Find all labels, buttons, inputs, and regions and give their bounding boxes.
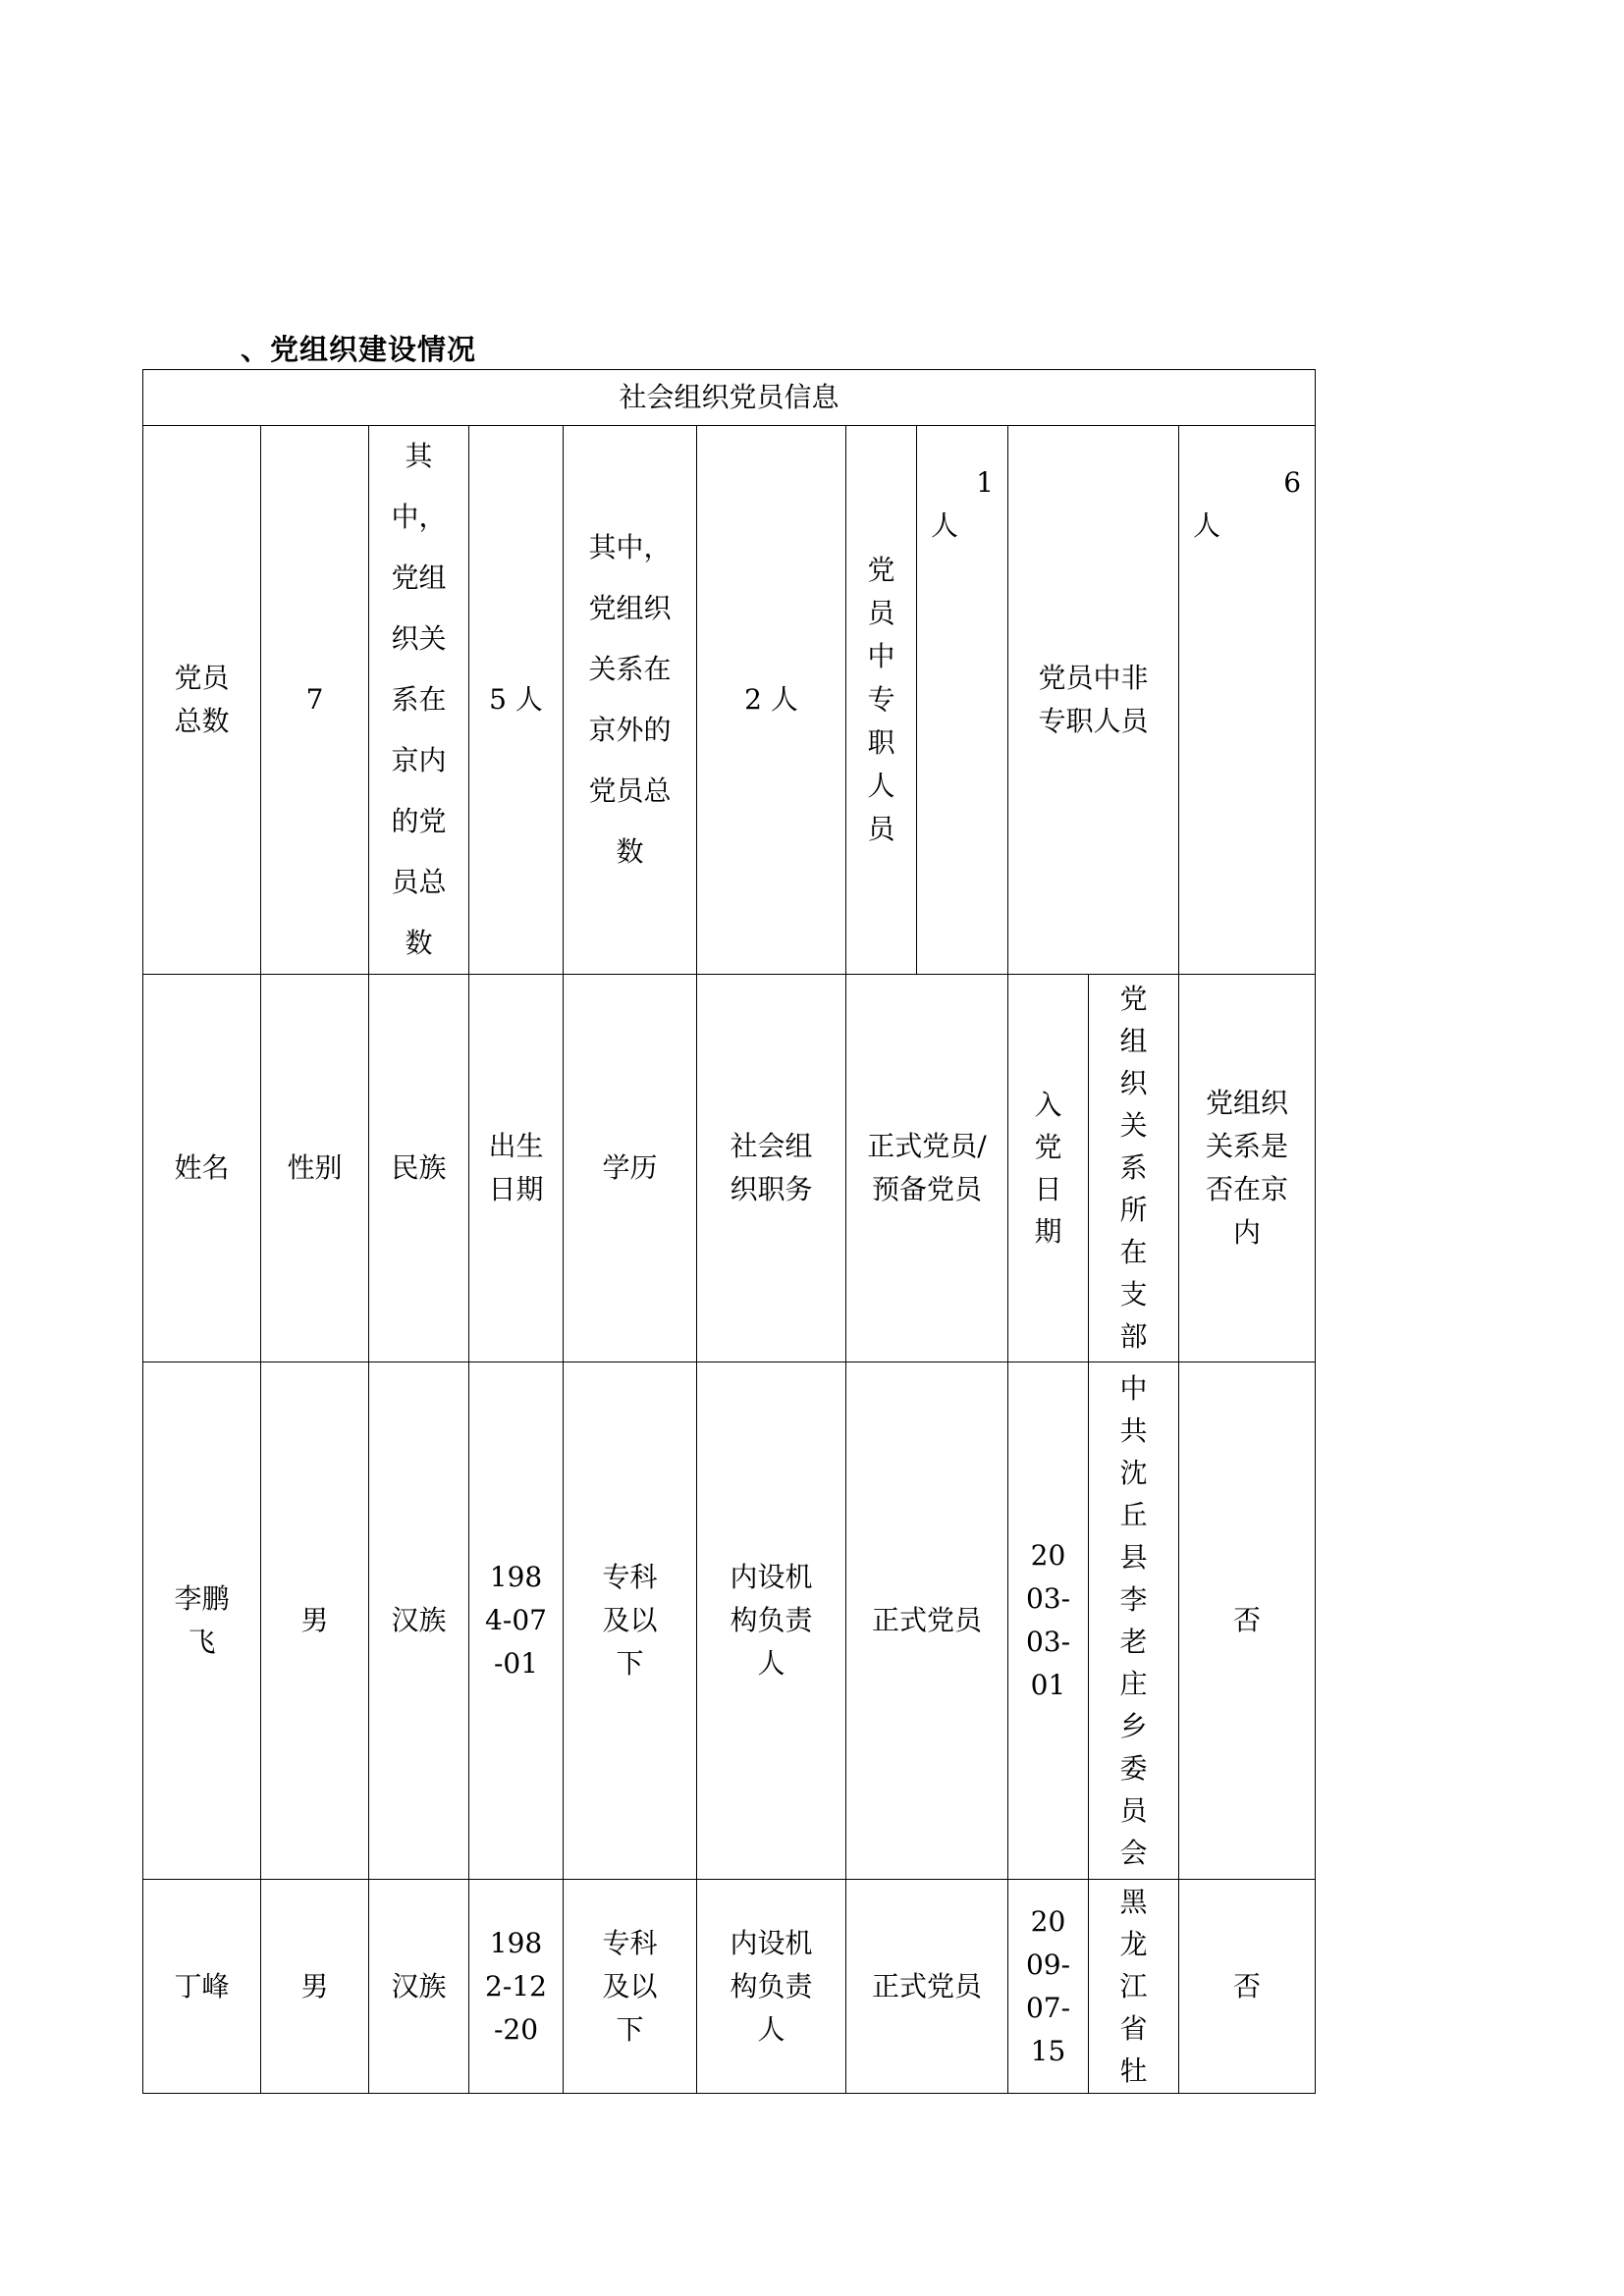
in-beijing-label: 其中，党组织关系在京内的党员总数 xyxy=(391,440,447,959)
member-in-beijing: 否 xyxy=(1179,1362,1316,1880)
parttime-number: 6 xyxy=(1283,466,1302,499)
member-position: 内设机构负责人 xyxy=(730,1926,813,2046)
col-name: 姓名 xyxy=(143,975,261,1362)
member-birth-date: 1984-07-01 xyxy=(485,1561,547,1680)
member-gender: 男 xyxy=(261,1362,369,1880)
outside-beijing-value: 2 人 xyxy=(697,426,846,975)
col-join-date: 入党日期 xyxy=(1034,1088,1062,1248)
table-title: 社会组织党员信息 xyxy=(143,370,1316,426)
summary-row xyxy=(143,426,1316,975)
col-branch: 党组织关系所在支部 xyxy=(1119,983,1148,1353)
member-ethnicity: 汉族 xyxy=(369,1362,469,1880)
member-in-beijing: 否 xyxy=(1179,1880,1316,2094)
in-beijing-value: 5 人 xyxy=(469,426,564,975)
parttime-unit: 人 xyxy=(1193,509,1221,542)
parttime-label: 党员中非专职人员 xyxy=(1038,662,1149,737)
fulltime-label: 党员中专职人员 xyxy=(867,554,895,845)
fulltime-value xyxy=(917,426,1008,975)
member-status: 正式党员 xyxy=(846,1362,1008,1880)
party-member-table xyxy=(142,369,1316,2094)
member-gender: 男 xyxy=(261,1880,369,2094)
member-birth-date: 1982-12-20 xyxy=(485,1926,547,2046)
member-branch: 中共沈丘县李老庄乡委员会 xyxy=(1119,1371,1148,1869)
fulltime-number: 1 xyxy=(976,466,994,499)
outside-beijing-label: 其中，党组织关系在京外的党员总数 xyxy=(588,531,672,868)
col-in-beijing: 党组织关系是否在京内 xyxy=(1206,1087,1289,1249)
parttime-value xyxy=(1179,426,1316,975)
fulltime-unit: 人 xyxy=(931,509,959,542)
member-name: 丁峰 xyxy=(143,1880,261,2094)
col-position: 社会组织职务 xyxy=(730,1130,813,1205)
member-join-date: 2003-03-01 xyxy=(1025,1539,1071,1701)
total-label: 党员总数 xyxy=(174,662,230,737)
member-join-date: 2009-07-15 xyxy=(1025,1904,1071,2067)
col-gender: 性别 xyxy=(261,975,369,1362)
member-position: 内设机构负责人 xyxy=(730,1561,813,1680)
table-row xyxy=(143,1362,1316,1880)
member-name: 李鹏飞 xyxy=(174,1582,230,1658)
col-ethnicity: 民族 xyxy=(369,975,469,1362)
section-title: 、党组织建设情况 xyxy=(241,333,477,366)
member-branch: 黑龙江省牡 xyxy=(1119,1885,1148,2087)
column-header-row xyxy=(143,975,1316,1362)
member-education: 专科及以下 xyxy=(602,1926,658,2046)
col-education: 学历 xyxy=(564,975,697,1362)
col-birth-date: 出生日期 xyxy=(488,1130,544,1205)
col-status: 正式党员/预备党员 xyxy=(867,1130,987,1205)
member-ethnicity: 汉族 xyxy=(369,1880,469,2094)
member-education: 专科及以下 xyxy=(602,1561,658,1680)
table-row xyxy=(143,1880,1316,2094)
total-value: 7 xyxy=(261,426,369,975)
member-status: 正式党员 xyxy=(846,1880,1008,2094)
